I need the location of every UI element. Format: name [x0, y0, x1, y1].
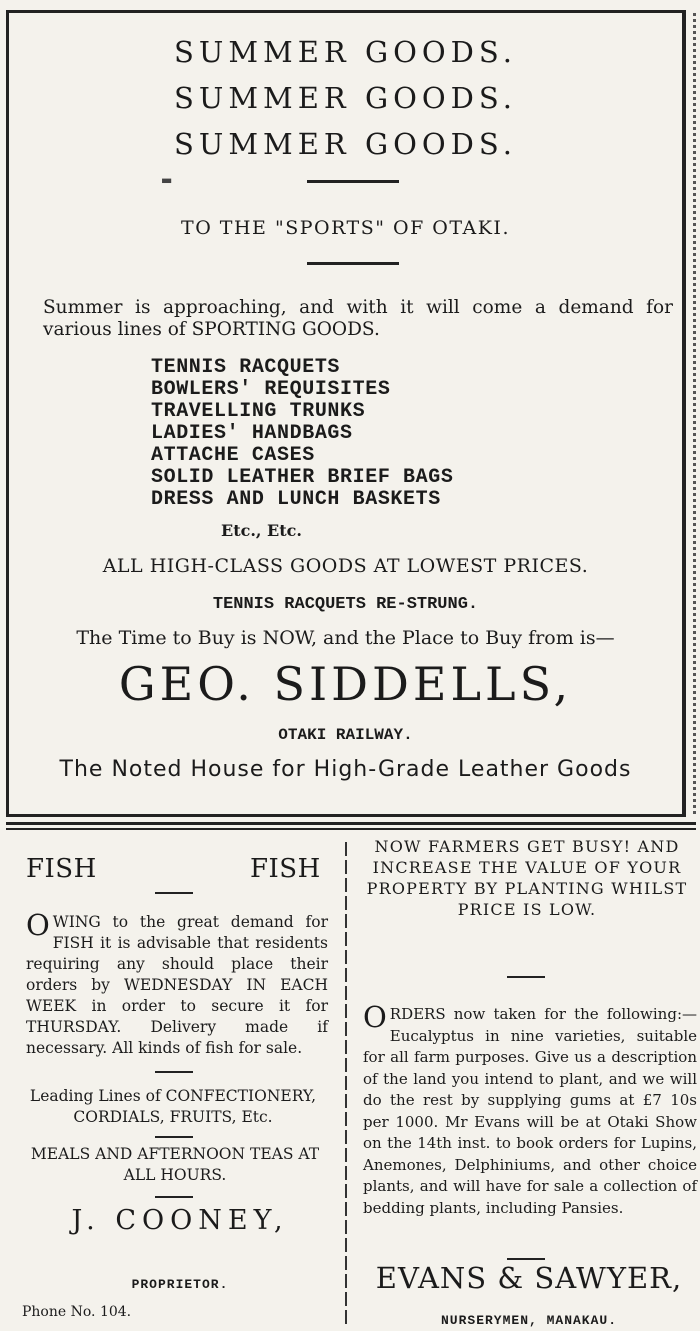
goods-item: BOWLERS' REQUISITES: [151, 378, 391, 401]
nursery-headline: NOW FARMERS GET BUSY! AND INCREASE THE VALUE OF YOUR PROPERTY BY PLANTING WHILST PRICE IS LOW.: [366, 837, 688, 919]
time-to-buy-line: The Time to Buy is NOW, and the Place to Buy from is—: [76, 627, 615, 649]
headline-line-2: SUMMER GOODS.: [174, 81, 517, 115]
goods-item: ATTACHE CASES: [151, 444, 315, 467]
headline-line-1: SUMMER GOODS.: [174, 35, 517, 69]
divider-rule: [155, 1196, 193, 1198]
nursery-body-text: RDERS now taken for the following:—Eucalyptus in nine varieties, suitable for all farm purposes. Give us a description of the land you intend to plant, and we will do the rest by supplying gums at £7 10s per 1000. Mr Evans will be at Otaki Show on the 14th inst. to book orders for Lupins, Anemones, Delphiniums, and other choice plants, and will have for sale a collection of bedding plants, including Pansies.: [363, 1005, 697, 1217]
prices-line: ALL HIGH-CLASS GOODS AT LOWEST PRICES.: [102, 555, 589, 577]
fish-body-text: WING to the great demand for FISH it is advisable that residents requiring any should place their orders by WEDNESDAY IN EACH WEEK in order to secure it for THURSDAY. Delivery made if necessary. All kinds of fish for sale.: [26, 913, 328, 1057]
intro-paragraph: Summer is approaching, and with it will come a demand for various lines of SPORTING GOODS.: [43, 297, 673, 340]
fish-heading-right: FISH: [250, 854, 321, 884]
sports-heading: TO THE "SPORTS" OF OTAKI.: [181, 217, 510, 239]
summer-goods-advertisement: [6, 10, 686, 817]
tagline: The Noted House for High-Grade Leather Goods: [59, 757, 632, 782]
goods-item: TRAVELLING TRUNKS: [151, 400, 366, 423]
divider-rule: [307, 262, 399, 265]
etc-line: Etc., Etc.: [221, 521, 302, 540]
fish-heading-left: FISH: [26, 854, 97, 884]
restrung-line: TENNIS RACQUETS RE-STRUNG.: [212, 595, 479, 614]
fish-body: [26, 908, 328, 1059]
dropcap: O: [26, 908, 50, 942]
nursery-advertisement: [355, 836, 700, 1328]
divider-rule: [155, 892, 193, 894]
goods-item: DRESS AND LUNCH BASKETS: [151, 488, 441, 511]
nursery-body: [363, 1000, 697, 1219]
meals-line: MEALS AND AFTERNOON TEAS AT ALL HOURS.: [30, 1145, 320, 1184]
merchant-name: GEO. SIDDELLS,: [118, 657, 573, 711]
firm-name: EVANS & SAWYER,: [375, 1261, 683, 1295]
divider-rule: [155, 1136, 193, 1138]
print-speck: ▬: [161, 173, 173, 187]
proprietor-title: PROPRIETOR.: [131, 1277, 229, 1292]
phone-number: Phone No. 104.: [22, 1304, 132, 1320]
section-rule: [6, 828, 696, 830]
divider-rule: [307, 180, 399, 183]
goods-list: [151, 357, 453, 511]
goods-item: SOLID LEATHER BRIEF BAGS: [151, 466, 454, 489]
fish-advertisement: [0, 848, 340, 1328]
dropcap: O: [363, 1000, 387, 1034]
goods-item: LADIES' HANDBAGS: [151, 422, 353, 445]
divider-rule: [155, 1071, 193, 1073]
merchant-location: OTAKI RAILWAY.: [278, 726, 413, 744]
section-rule: [6, 822, 696, 825]
column-divider: [345, 842, 347, 1328]
headline-line-3: SUMMER GOODS.: [174, 127, 517, 161]
divider-rule: [507, 1258, 545, 1260]
leading-lines: Leading Lines of CONFECTIONERY, CORDIALS, FRUITS, Etc.: [29, 1087, 317, 1126]
page-edge: [687, 13, 696, 814]
proprietor-name: J. COONEY,: [71, 1205, 289, 1236]
firm-subtitle: NURSERYMEN, MANAKAU.: [440, 1313, 618, 1328]
goods-item: TENNIS RACQUETS: [151, 356, 341, 379]
divider-rule: [507, 976, 545, 978]
